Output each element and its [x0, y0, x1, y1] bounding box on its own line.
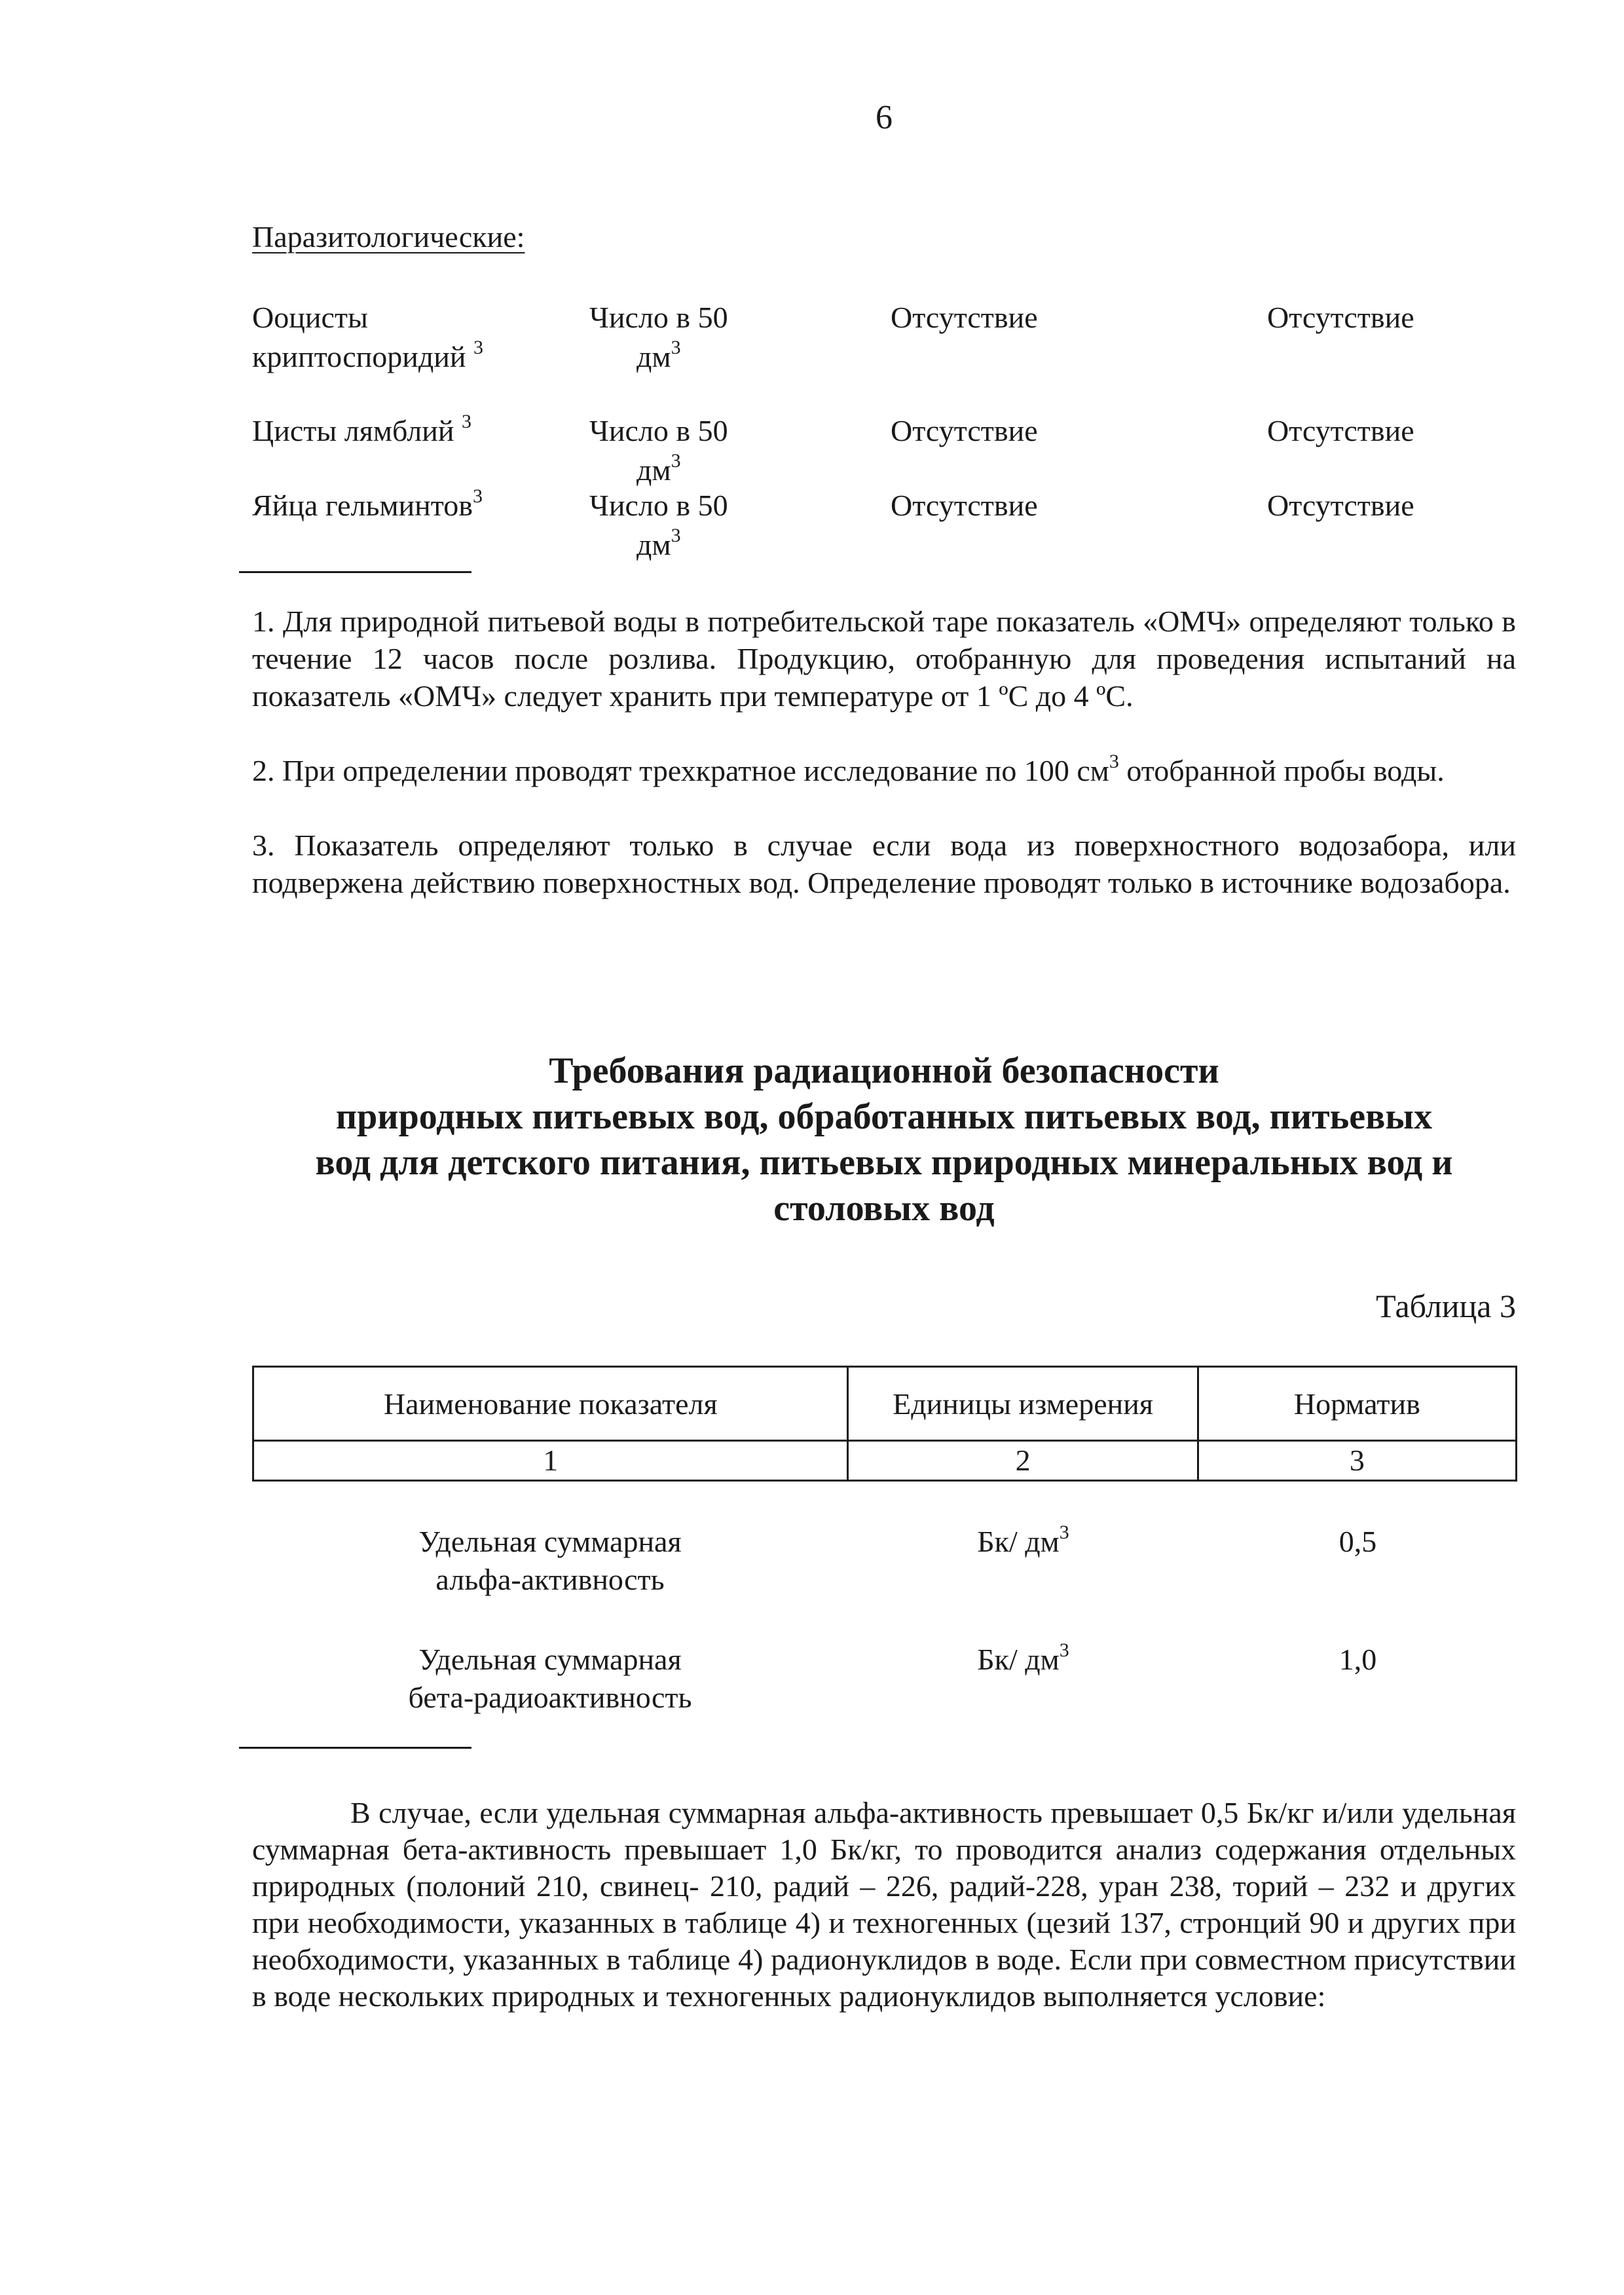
- table-header-row: [253, 1367, 1517, 1441]
- param-name-oocysts: Ооцисты криптоспоридий $^3$: [252, 301, 484, 373]
- table-column-numbers-row: [253, 1441, 1517, 1481]
- table-header-unit: Единицы измерения: [848, 1367, 1198, 1441]
- radiation-heading: Требования радиационной безопасности природных питьевых вод, обработанных питьевых вод, питьевых вод для детского питания, питьевых природных минеральных вод и столовых вод: [315, 1051, 1453, 1229]
- param-value1-giardia: Отсутствие: [891, 414, 1038, 447]
- table-row-beta-name: Удельная суммарная бета-радиоактивность: [408, 1643, 692, 1714]
- table-header-norm: Норматив: [1198, 1367, 1516, 1441]
- param-unit-giardia: Число в 50 $дм^3$: [589, 414, 728, 487]
- param-value2-giardia: Отсутствие: [1267, 414, 1414, 447]
- footnote-3: 3. Показатель определяют только в случае если вода из поверхностного водозабора, или подвержена действию поверхностных вод. Определение проводят только в источнике водозабора.: [252, 829, 1516, 899]
- param-unit-oocysts: Число в 50 $дм^3$: [589, 301, 728, 373]
- table-row-alpha-norm: 0,5: [1338, 1525, 1377, 1558]
- param-value1-helminth-eggs: Отсутствие: [891, 489, 1038, 522]
- table-header-name: Наименование показателя: [253, 1367, 848, 1441]
- table-row-beta-unit: Бк/ $дм^3$: [977, 1639, 1069, 1676]
- param-name-giardia: Цисты лямблий $^3$: [252, 410, 471, 447]
- table-colnum-2: 2: [848, 1441, 1198, 1481]
- table-row-alpha-name: Удельная суммарная альфа-активность: [418, 1525, 682, 1596]
- param-name-helminth-eggs: Яйца гельминтов$^3$: [252, 485, 483, 522]
- page-number: 6: [876, 99, 893, 136]
- param-unit-helminth-eggs: Число в 50 $дм^3$: [589, 489, 728, 561]
- footnote-1: 1. Для природной питьевой воды в потребительской таре показатель «ОМЧ» определяют только в течение 12 часов после розлива. Продукцию, отобранную для проведения испытаний на показатель «ОМЧ» следует хранить при температуре от 1 ºС до 4 ºС.: [252, 605, 1516, 713]
- param-value2-oocysts: Отсутствие: [1267, 301, 1414, 334]
- table-colnum-1: 1: [253, 1441, 848, 1481]
- footnote-separator: [239, 571, 471, 573]
- table-3: [252, 1366, 1517, 1482]
- param-value1-oocysts: Отсутствие: [891, 301, 1038, 334]
- param-value2-helminth-eggs: Отсутствие: [1267, 489, 1414, 522]
- footnote-separator-2: [239, 1747, 471, 1749]
- table-label: Таблица 3: [1376, 1288, 1516, 1324]
- footnote-2: 2. При определении проводят трехкратное исследование по 100 $см^3$ отобранной пробы воды.: [252, 750, 1445, 787]
- table-colnum-3: 3: [1198, 1441, 1516, 1481]
- table-row-beta-norm: 1,0: [1338, 1643, 1377, 1676]
- radionuclide-paragraph: В случае, если удельная суммарная альфа-активность превышает 0,5 Бк/кг и/или удельная суммарная бета-активность превышает 1,0 Бк/кг, то проводится анализ содержания отдельных природных (полоний 210, свинец- 210, радий – 226, радий-228, уран 238, торий – 232 и других при необходимости, указанных в таблице 4) и техногенных (цезий 137, стронций 90 и других при необходимости, указанных в таблице 4) радионуклидов в воде. Если при совместном присутствии в воде нескольких природных и техногенных радионуклидов выполняется условие:: [252, 1796, 1516, 2013]
- section-heading-parasitological: Паразитологические:: [252, 220, 525, 253]
- table-row-alpha-unit: Бк/ $дм^3$: [977, 1521, 1069, 1558]
